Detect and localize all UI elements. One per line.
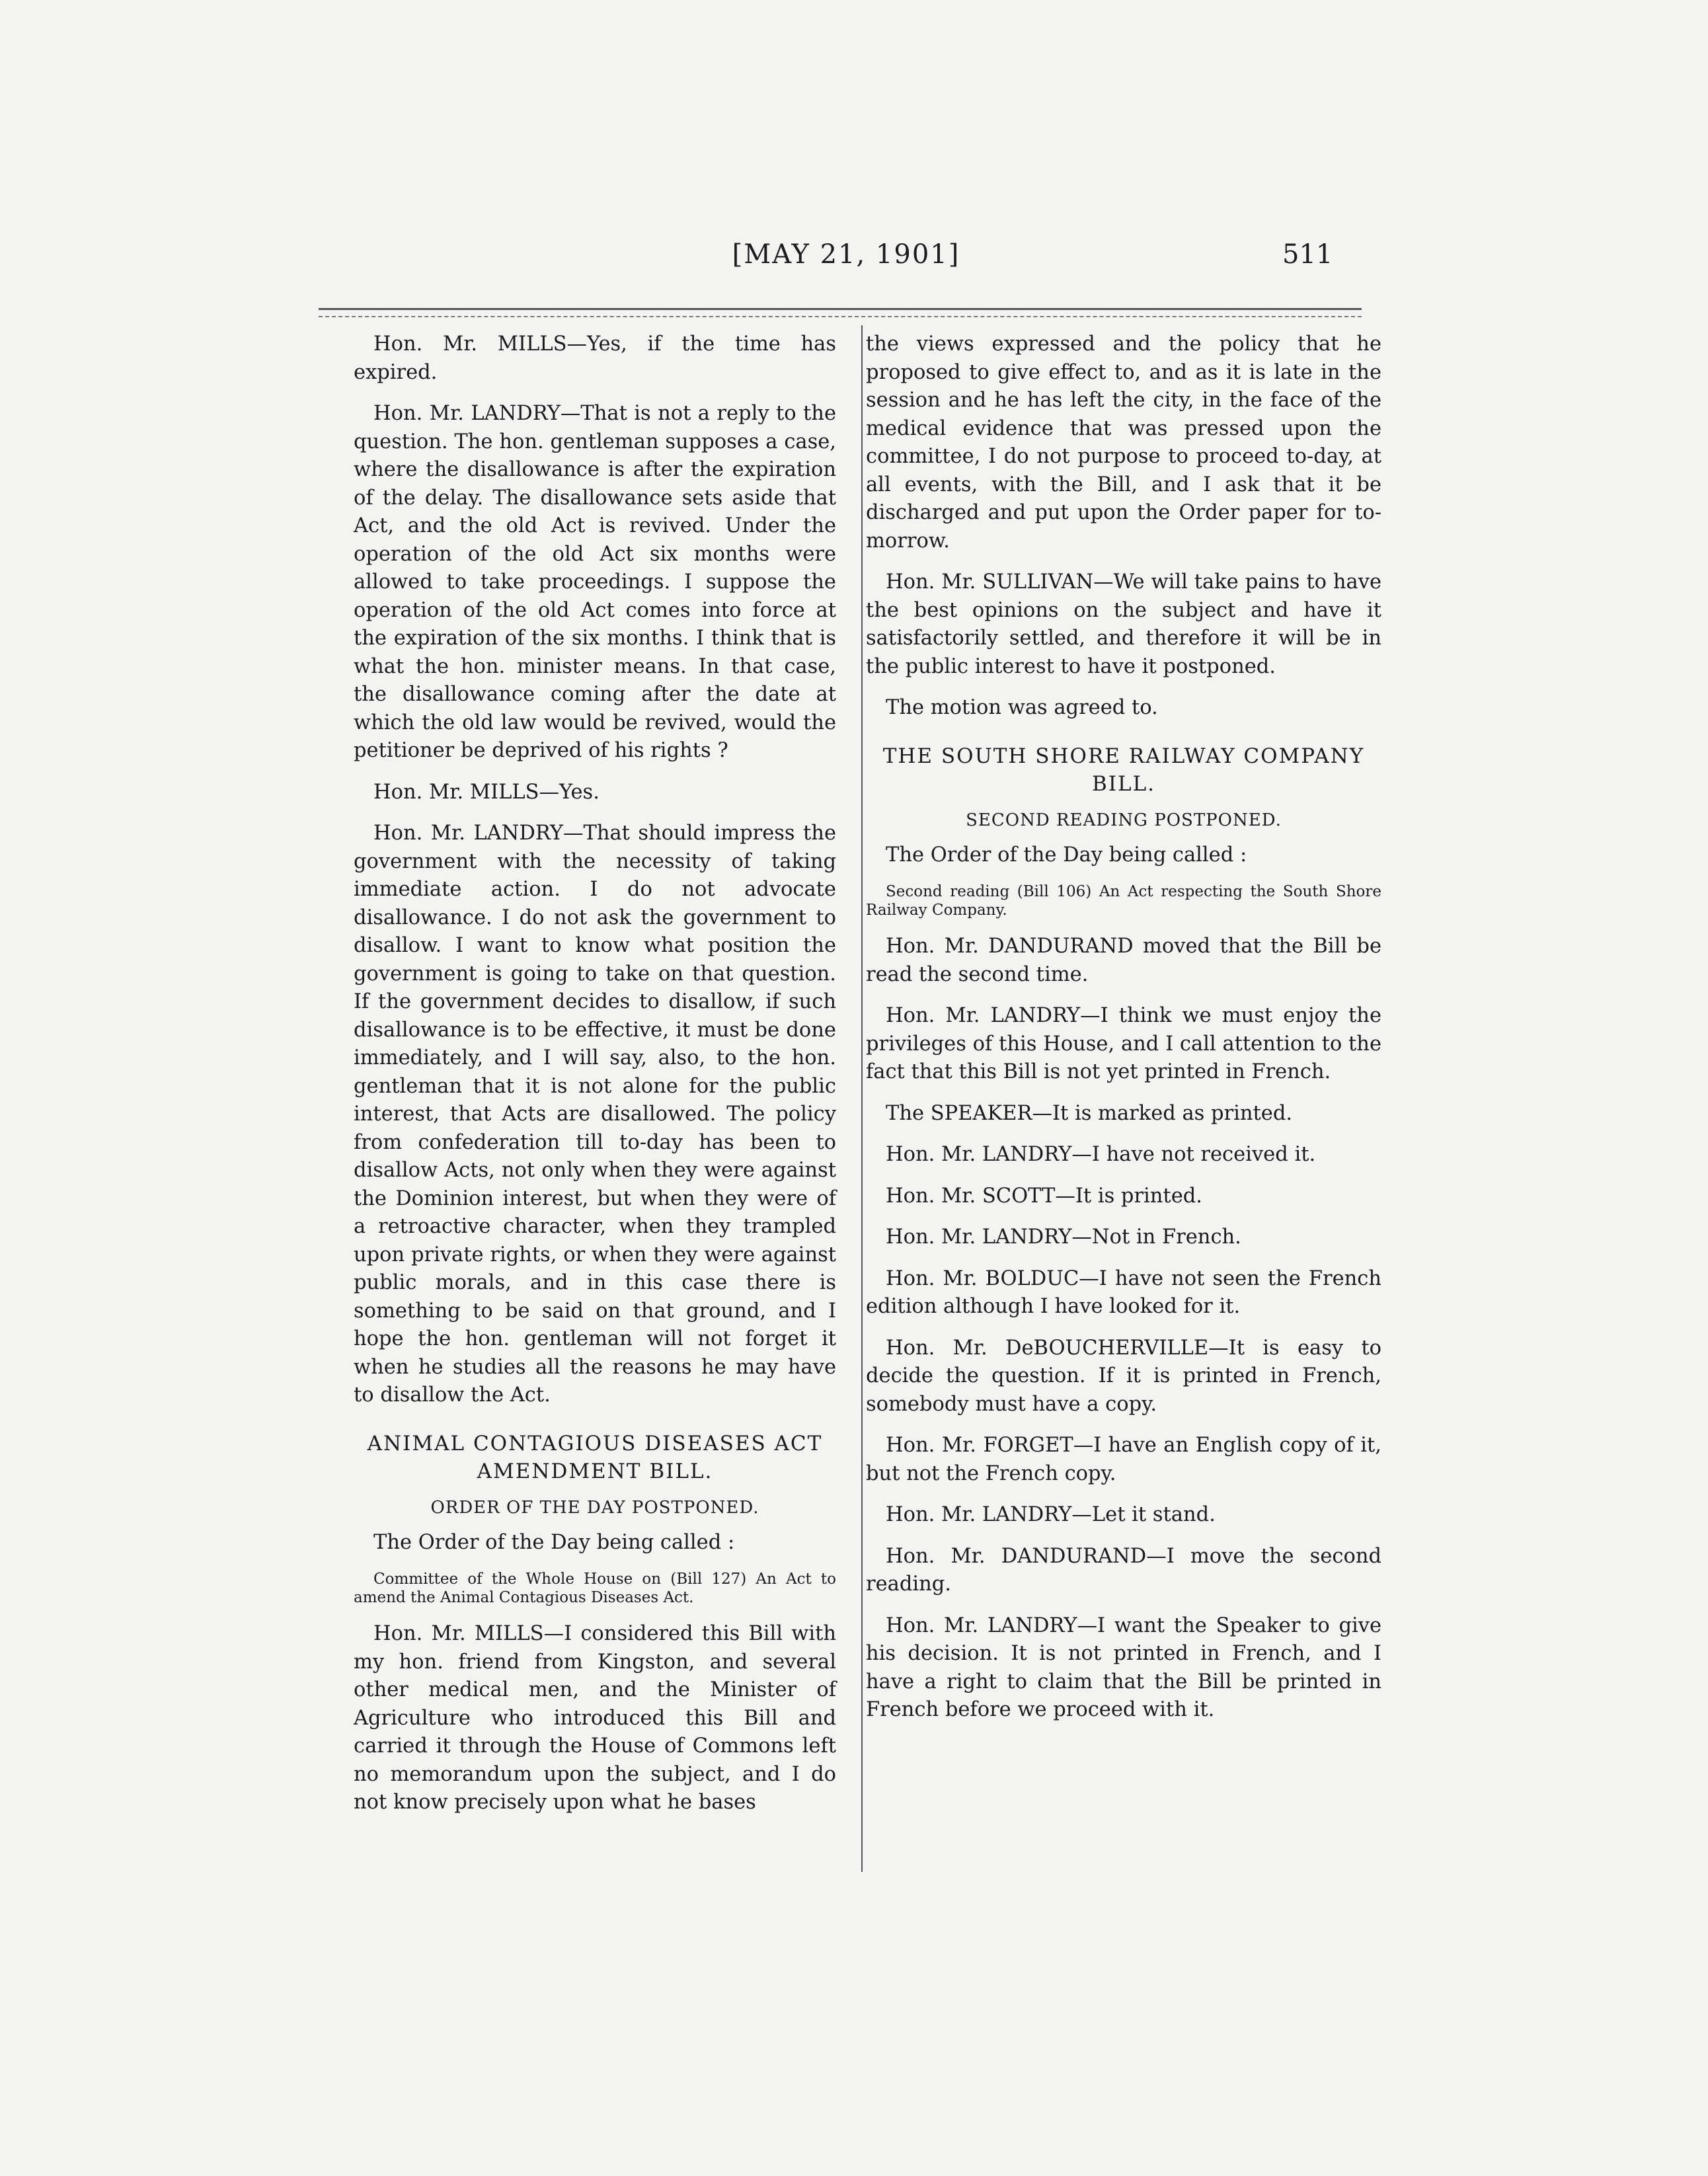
paragraph: Hon. Mr. LANDRY—I have not received it. <box>886 1143 1316 1166</box>
paragraph: Hon. Mr. FORGET—I have an English copy of it, but not the French copy. <box>866 1434 1381 1485</box>
header-date: [MAY 21, 1901] <box>732 239 960 270</box>
paragraph: Hon. Mr. MILLS—Yes. <box>373 780 600 804</box>
order-of-day-text: Second reading (Bill 106) An Act respecting the South Shore Railway Company. <box>866 883 1381 919</box>
paragraph: The Order of the Day being called : <box>373 1530 735 1554</box>
paragraph: Hon. Mr. LANDRY—Let it stand. <box>886 1503 1216 1526</box>
paragraph: Hon. Mr. LANDRY—That should impress the government with the necessity of taking immediate action. I do not advocate disallowance. I do not ask the government to disallow. I want to know what position the government is going to take on that question. If the government decides to disallow, if such disallowance is to be effective, it must be done immediately, and I will say, also, to the hon. gentleman that it is not alone for the public interest, that Acts are disallowed. The policy from confederation till to-day has been to disallow Acts, not only when they were against the Dominion interest, but when they were of a retroactive character, when they trampled upon private rights, or when they were against public morals, and in this case there is something to be said on that ground, and I hope the hon. gentleman will not forget it when he studies all the reasons he may have to disallow the Act. <box>354 822 836 1407</box>
section-heading: ANIMAL CONTAGIOUS DISEASES ACT AMENDMENT BILL. <box>367 1431 823 1483</box>
paragraph: the views expressed and the policy that he proposed to give effect to, and as it is late in the session and he has left the city, in the face of the medical evidence that was pressed upon the committee, I do not purpose to proceed to-day, at all events, with the Bill, and I ask that it be discharged and put upon the Order paper for to-morrow. <box>866 332 1381 553</box>
paragraph: Hon. Mr. LANDRY—I think we must enjoy the privileges of this House, and I call attention to the fact that this Bill is not yet printed in French. <box>866 1004 1381 1083</box>
page-number: 511 <box>1282 239 1333 270</box>
paragraph: Hon. Mr. DANDURAND—I move the second reading. <box>866 1544 1381 1596</box>
paragraph: Hon. Mr. SCOTT—It is printed. <box>886 1184 1202 1208</box>
paragraph: Hon. Mr. SULLIVAN—We will take pains to have the best opinions on the subject and have it satisfactorily settled, and therefore it will be in the public interest to have it postponed. <box>866 570 1381 678</box>
paragraph: Hon. Mr. LANDRY—Not in French. <box>886 1225 1241 1249</box>
right-column <box>861 330 1381 1738</box>
paragraph: Hon. Mr. DeBOUCHERVILLE—It is easy to decide the question. If it is printed in French, somebody must have a copy. <box>866 1336 1381 1416</box>
paragraph: Hon. Mr. MILLS—Yes, if the time has expired. <box>354 332 836 384</box>
order-of-day-text: Committee of the Whole House on (Bill 127) An Act to amend the Animal Contagious Diseases Act. <box>354 1571 836 1606</box>
paragraph: Hon. Mr. DANDURAND moved that the Bill be read the second time. <box>866 935 1381 986</box>
page-header <box>0 239 1708 286</box>
header-rule-dashed <box>319 316 1362 317</box>
paragraph: The motion was agreed to. <box>886 696 1158 719</box>
paragraph: The Order of the Day being called : <box>886 843 1247 867</box>
paragraph: Hon. Mr. LANDRY—I want the Speaker to give his decision. It is not printed in French, and I have a right to claim that the Bill be printed in French before we proceed with it. <box>866 1613 1381 1721</box>
left-column <box>354 330 836 1830</box>
paragraph: Hon. Mr. LANDRY—That is not a reply to the question. The hon. gentleman supposes a case, where the disallowance is after the expiration of the delay. The disallowance sets aside that Act, and the old Act is revived. Under the operation of the old Act six months were allowed to take proceedings. I suppose the operation of the old Act comes into force at the expiration of the six months. I think that is what the hon. minister means. In that case, the disallowance coming after the date at which the old law would be revived, would the petitioner be deprived of his rights ? <box>354 402 836 762</box>
paragraph: The SPEAKER—It is marked as printed. <box>886 1101 1293 1125</box>
paragraph: Hon. Mr. BOLDUC—I have not seen the French edition although I have looked for it. <box>866 1266 1381 1318</box>
header-rule <box>319 308 1362 310</box>
paragraph: Hon. Mr. MILLS—I considered this Bill with my hon. friend from Kingston, and several other medical men, and the Minister of Agriculture who introduced this Bill and carried it through the House of Commons left no memorandum upon the subject, and I do not know precisely upon what he bases <box>354 1622 836 1814</box>
section-subheading: SECOND READING POSTPONED. <box>966 810 1282 830</box>
section-heading: THE SOUTH SHORE RAILWAY COMPANY BILL. <box>882 744 1365 796</box>
section-subheading: ORDER OF THE DAY POSTPONED. <box>430 1497 759 1518</box>
